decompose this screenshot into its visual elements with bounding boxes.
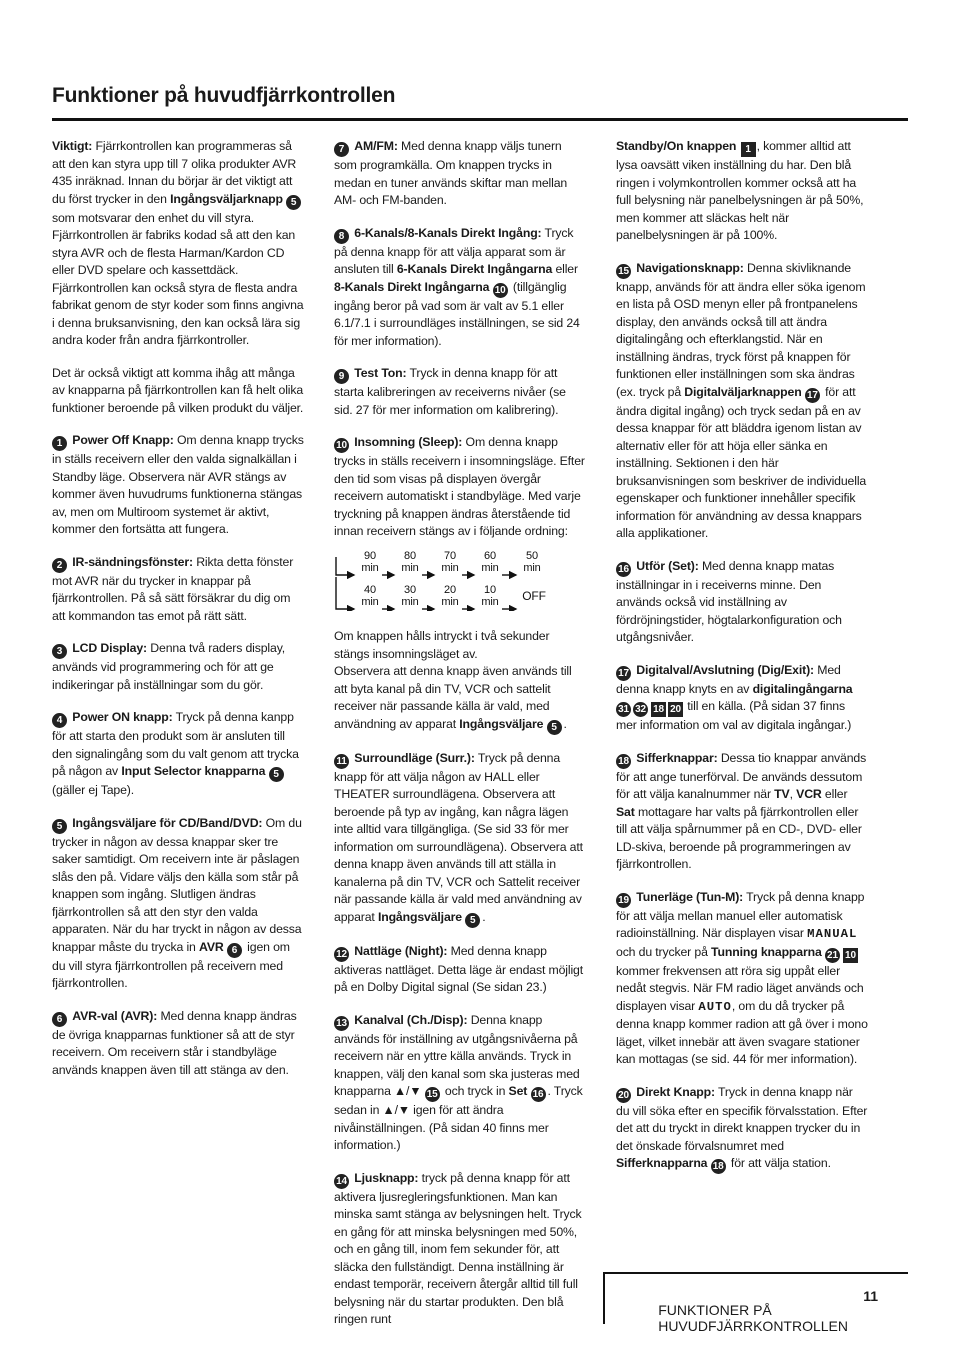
sleep-arrow xyxy=(336,557,354,575)
sleep-unit: min xyxy=(361,561,379,574)
sleep-value: 50 xyxy=(526,549,538,562)
item-14: 14 Ljusknapp: tryck på denna knapp för att aktivera ljusregleringsfunktionen. Man kan minska samt stänga av belysningen helt. Tryck en gång för att minska belysningen med 50%, och en gång till, inom fem sekunder för, att släcka den fullständigt. Denna inställning är endast temporär, receivern återgår alltid till full belysning när du startar produkten. Den blå ringen runt xyxy=(334,1170,582,1326)
item-3: 3 LCD Display: Denna två raders display, används vid programmering och för att ge indikeringar på inställningar som du gör. xyxy=(52,641,286,692)
sleep-value: 10 xyxy=(484,583,496,596)
item-18: 18 Sifferknappar: Dessa tio knappar används för att ange tunerförval. De används dessutom för att välja kanalnummer när TV, VCR eller Sat mottagare har valts på fjärrkontrollen eller till att välja spårnummer på en CD-, DVD- eller LD-skiva, beroende på programmeringen av fjärrkontrollen. xyxy=(616,750,867,871)
item-10: 10 Insomning (Sleep): Om denna knapp trycks in ställs receivern i insomningsläge. Efter den tid som visas på displayen övergår receivern automatiskt i standbyläge. Med varje tryckning på knappen ändras återstående tid innan receivern stängs av i följande ordning: xyxy=(334,435,585,538)
sleep-value: 80 xyxy=(404,549,416,562)
column-3 xyxy=(616,138,868,1189)
item-11: 11 Surroundläge (Surr.): Tryck på denna knapp för att välja någon av HALL eller THEATER surroundlägena. Observera att beroende på typ av ingång, kan några lägen inte alltid vara tillgängliga. (Se sid 33 för mer information om surroundlägena). Observera att denna knapp även används till att ställa in kanalerna på din TV, VCR och Sattelit receiver när passande källa är vald med användning av apparat Ingångsväljare 5 . xyxy=(334,750,583,926)
sleep-value: 60 xyxy=(484,549,496,562)
column-2 xyxy=(334,138,586,1344)
item-5: 5 Ingångsväljare för CD/Band/DVD: Om du trycker in någon av dessa knappar sker tre saker samtidigt. Om receivern inte är påslagen slås den på. Vidare väljs den källa som står på knappen som ingång. Slutligen ändras fjärrkontrollen så att den styr den valda apparaten. När du har tryckt in någon av dessa knappar måste du trycka in AVR 6 igen om du vill styra fjärrkontrollen på receivern med fjärrkontrollen. xyxy=(52,815,302,990)
sleep-unit: min xyxy=(361,595,379,608)
sleep-value: 70 xyxy=(444,549,456,562)
column-1 xyxy=(52,138,304,1094)
item-15: 15 Navigationsknapp: Denna skivliknande knapp, används för att ändra eller söka igenom en lista på OSD menyn eller på frontpanelens display, den används också till att ändra digitalingång och efterklangstid. När en inställning ändras, tryck först på knappen för funktionen eller inställningen som ska ändras (ex. tryck på Digitalväljarknappen 17 för att ändra digital ingång) och tryck sedan på en av dessa knappar för att bläddra igenom listan av alternativ eller för att höja eller sänka en inställning. Sektionen i den här bruksanvisningen som beskriver de individuella egenskaper och funktioner innehåller specifik information för användning av dessa knappars alla applikationer. xyxy=(616,260,867,540)
item-12: 12 Nattläge (Night): Med denna knapp aktiveras nattläget. Detta läge är endast möjligt på en Dolby Digital signal (Se sidan 23.) xyxy=(334,943,583,994)
sleep-unit: min xyxy=(523,561,541,574)
item-9: 9 Test Ton: Tryck in denna knapp för att starta kalibreringen av receiverns nivåer (se sid. 27 för mer information om kalibrering). xyxy=(334,366,566,417)
item-6: 6 AVR-val (AVR): Med denna knapp ändras de övriga knapparnas funktioner så att de styr receivern. Om receivern står i standbyläge används knappen även till att stänga av den. xyxy=(52,1008,297,1077)
sleep-unit: min xyxy=(441,561,459,574)
sleep-value: 90 xyxy=(364,549,376,562)
item-2: 2 IR-sändningsfönster: Rikta detta fönster mot AVR när du trycker in knappar på fjärrkontrollen. På så sätt försäkrar du dig om att kommandon tas emot på rätt sätt. xyxy=(52,554,294,623)
footer-section: FUNKTIONER PÅ HUVUDFJÄRRKONTROLLEN xyxy=(658,1302,849,1334)
sleep-unit: min xyxy=(401,561,419,574)
item-8: 8 6-Kanals/8-Kanals Direkt Ingång: Tryck på denna knapp för att välja apparat som är ansluten till 6-Kanals Direkt Ingångarna eller 8-Kanals Direkt Ingångarna 10 (tillgänglig ingång beror på vad som är valt av 5.1 eller 6.1/7.1 i surroundläges inställningen, se sid 24 för mer information). xyxy=(334,225,580,348)
sleep-value: 40 xyxy=(364,583,376,596)
item-4: 4 Power ON knapp: Tryck på denna kanpp för att starta den produkt som är ansluten till den signalingång som du valt genom att trycka på någon av Input Selector knapparna 5 (gäller ej Tape). xyxy=(52,710,299,797)
intro-paragraph: Viktigt: Fjärrkontrollen kan programmeras så att den kan styra upp till 7 olika produkter AVR 435 inräknad. Innan du börjar är det viktigt att du först trycker in den Ingångsväljarknapp 5 som motsvarar den enhet du vill styra. Fjärrkontrollen är fabriks kodad så att den kan styra AVR och de flesta Harman/Kardon CD eller DVD spelare och kassettdäck. Fjärrkontrollen kan också styra de flesta andra fabrikat genom de styr koder som finns angivna i denna bruksanvisning, den kan också lära sig andra koder från andra fjärrkontroller. xyxy=(52,139,304,347)
page-number: 11 xyxy=(863,1288,878,1304)
title-rule xyxy=(52,118,908,121)
item-16: 16 Utför (Set): Med denna knapp matas inställningar in i receiverns minne. Den används också vid inställning av fördröjningstider, högtalarkonfiguration och utgångsnivåer. xyxy=(616,558,842,644)
item-13: 13 Kanalval (Ch./Disp): Denna knapp används för inställning av utgångsnivåerna på receivern när en yttre källa används. Tryck in knappen, välj den kanal som ska justeras med knapparna ▲/▼ 15 och tryck in Set 16 . Tryck sedan in ▲/▼ igen för att ändra nivåinställningen. (På sidan 40 finns mer information.) xyxy=(334,1012,583,1152)
sleep-off: OFF xyxy=(522,588,546,603)
item-7: 7 AM/FM: Med denna knapp väljs tunern som programkälla. Om knappen trycks in medan en tuner används skiftar man mellan AM- och FM-banden. xyxy=(334,139,568,207)
sleep-arrow xyxy=(336,577,354,609)
item-19: 19 Tunerläge (Tun-M): Tryck på denna knapp för att välja mellan manuel eller automatisk radioinställning. När displayen visar MANUAL och du trycker på Tunning knapparna 21 10 kommer frekvensen att röra sig uppåt eller nedåt stegvis. När FM radio läget används och displayen visar AUTO, om du då trycker på denna knapp kommer radion att gå över i mono läget, vilket innebär att även svagare stationer kan mottagas (se sid. 44 för mer information). xyxy=(616,889,868,1066)
item-20: 20 Direkt Knapp: Tryck in denna knapp när du vill söka efter en specifik förvalsstation. Efter det att du tryckt in direkt knappen trycker du in det önskade förvalsnumret med Sifferknapparna 18 för att välja station. xyxy=(616,1084,868,1172)
item-17: 17 Digitalval/Avslutning (Dig/Exit): Med denna knapp knyts en av digitalingångarna 31 32 18 20 till en källa. (På sidan 37 finns mer information om val av digitala ingångar.) xyxy=(616,662,853,732)
sleep-value: 20 xyxy=(444,583,456,596)
sleep-note: Om knappen hålls intryckt i två sekunder stängs insomningsläget av. Observera att denna knapp även används till att byta kanal på din TV, VCR och sattelit receiver när passande källa är vald, med användning av apparat Ingångsväljare 5 . xyxy=(334,629,572,733)
page-footer xyxy=(603,1272,908,1334)
sleep-unit: min xyxy=(481,561,499,574)
note-paragraph: Det är också viktigt att komma ihåg att många av knapparna på fjärrkontrollen kan få helt olika funktioner beroende på vilken produkt du väljer. xyxy=(52,365,304,415)
item-1: 1 Power Off Knapp: Om denna knapp trycks in ställs receivern eller den valda signalkällan i Standby läge. Observera när AVR stängs av kommer även huvudrums funktionerna stängas av, men om Multiroom systemet är aktivt, kommer den fortsätta att fungera. xyxy=(52,433,304,536)
sleep-value: 30 xyxy=(404,583,416,596)
standby-paragraph: Standby/On knappen 1 , kommer alltid att lysa oavsätt viken inställning du har. Den blå ringen i volymkontrollen kommer också att ha full belysning när panelbelysningen är på 50%, men kommer att släckas helt när panelbelysningen är på 100%. xyxy=(616,139,864,242)
page-title: Funktioner på huvudfjärrkontrollen xyxy=(52,84,396,107)
sleep-unit: min xyxy=(481,595,499,608)
sleep-unit: min xyxy=(441,595,459,608)
sleep-sequence-diagram xyxy=(334,547,586,611)
sleep-unit: min xyxy=(401,595,419,608)
